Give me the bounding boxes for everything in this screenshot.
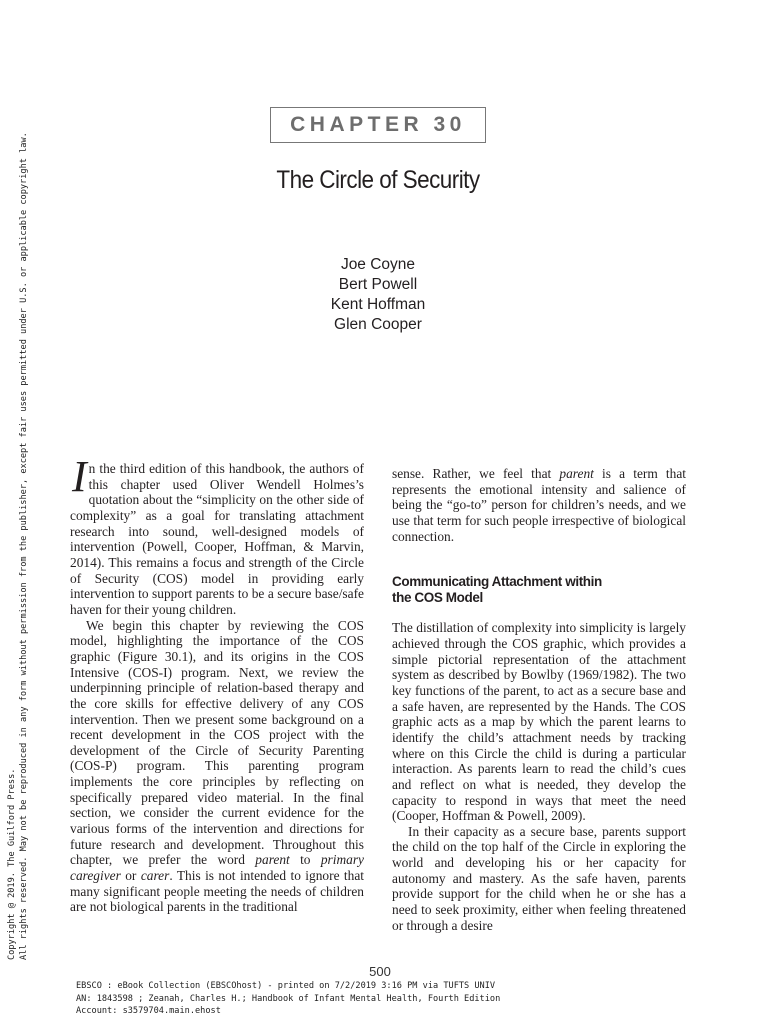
continuation-paragraph — [392, 466, 686, 544]
paragraph-text: . This is not intended to ignore that many significant people meeting the needs of children are not biological parents in the traditional — [70, 868, 365, 915]
author-name: Glen Cooper — [334, 316, 422, 333]
footer-line: EBSCO : eBook Collection (EBSCOhost) - printed on 7/2/2019 3:16 PM via TUFTS UNIV — [76, 981, 496, 991]
footer-line: AN: 1843598 ; Zeanah, Charles H.; Handbook of Infant Mental Health, Fourth Edition — [76, 993, 501, 1004]
emphasis-term: parent — [255, 852, 290, 868]
page-number: 500 — [369, 964, 391, 979]
overview-paragraph — [70, 618, 364, 915]
emphasis-term: parent — [559, 466, 594, 481]
emphasis-term: primary caregiver — [70, 852, 364, 884]
paragraph-text: sense. Rather, we feel that — [392, 466, 560, 481]
emphasis-term: carer — [140, 868, 170, 884]
paragraph-text: or — [120, 868, 141, 884]
body-paragraph: The distillation of complexity into simplicity is largely achieved through the COS graphic, which provides a simple pictorial representation of the attachment system as described by Bowlby (1969/1982). The two key functions of the parent, to act as a secure base and a safe haven, are represented by the Hands. The COS graphic acts as a map by which the parent learns to identify the child’s attachment needs by tracking where on this Circle the child is during a particular interaction. As parents learn to read the child’s cues and reflect on what is needed, they develop the capacity to respond in ways that meet the need (Cooper, Hoffman & Powell, 2009). — [392, 620, 686, 824]
drop-cap: I — [72, 452, 87, 501]
copyright-line-2: All rights reserved. May not be reproduced in any form without permission from the publisher, except fair uses permitted under U.S. or applicable copyright law. — [19, 132, 29, 960]
footer-line: Account: s3579704.main.ehost — [76, 1006, 221, 1016]
paragraph-text: to — [289, 852, 321, 868]
copyright-notice — [6, 132, 42, 960]
author-list — [230, 255, 526, 335]
section-heading — [392, 574, 686, 606]
author-name: Joe Coyne — [340, 256, 416, 273]
print-footer — [76, 980, 500, 1018]
author-name: Kent Hoffman — [330, 296, 426, 313]
paragraph-text: We begin this chapter by reviewing the COS model, highlighting the importance of the COS graphic (Figure 30.1), and its origins in the COS Intensive (COS-I) program. Next, we review the underpinning principle of relation-based therapy and the core skills for effective delivery of any COS intervention. Then we present some background on a recent development in the COS project with the development of the Circle of Security Parenting (COS-P) program. This parenting program implements the core principles by reflecting on specifically prepared video material. In the final section, we consider the current evidence for the various forms of the intervention and directions for future research and development. Throughout this chapter, we prefer the word — [70, 617, 364, 868]
heading-line: the COS Model — [392, 590, 483, 606]
chapter-label: CHAPTER 30 — [270, 107, 486, 143]
author-name: Bert Powell — [338, 276, 418, 293]
chapter-title: The Circle of Security — [276, 166, 480, 194]
right-column — [392, 466, 686, 933]
paragraph-text: n the third edition of this handbook, the authors of this chapter used Oliver Wendell Holmes’s quotation about the “simplicity on the other side of complexity” as a goal for translating attachment research into sound, well-designed models of intervention (Powell, Cooper, Hoffman, & Marvin, 2014). This remains a focus and strength of the Circle of Security (COS) model in providing early intervention to support parents to be a secure base/safe haven for their young children. — [70, 461, 364, 617]
intro-paragraph — [70, 452, 364, 618]
heading-line: Communicating Attachment within — [392, 574, 602, 590]
body-paragraph: In their capacity as a secure base, parents support the child on the top half of the Circle in exploring the world and developing his or her capacity for autonomy and mastery. As the safe haven, parents provide support for the child when he or she has a need to seek proximity, either when feeling threatened or through a desire — [392, 823, 686, 933]
left-column — [70, 452, 365, 915]
copyright-line-1: Copyright @ 2019. The Guilford Press. — [7, 768, 17, 960]
paragraph-text: is a term that represents the emotional intensity and salience of being the “go-to” person for children’s needs, and we use that term for such people irrespective of biological connection. — [392, 466, 686, 544]
